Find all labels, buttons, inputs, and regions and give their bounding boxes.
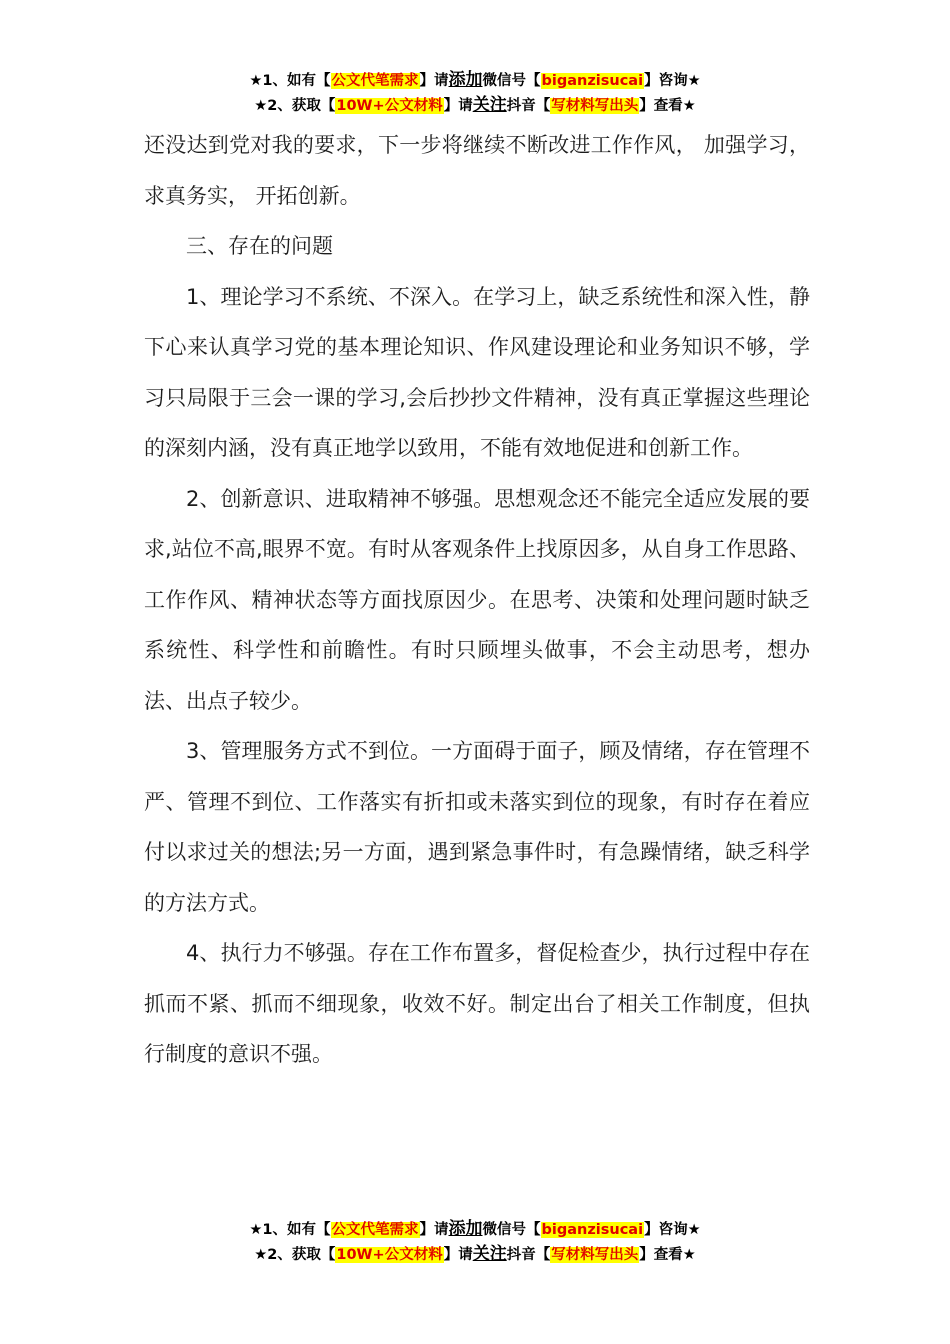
banner-text: 】请 <box>443 1247 473 1263</box>
highlight-service: 公文代笔需求 <box>331 73 419 89</box>
paragraph-issue-2: 2、创新意识、进取精神不够强。思想观念还不能完全适应发展的要求,站位不高,眼界不宽。有时从客观条件上找原因多，从自身工作思路、工作作风、精神状态等方面找原因少。在思考、决策和处理问题时缺乏系统性、科学性和前瞻性。有时只顾埋头做事，不会主动思考，想办法、出点子较少。 <box>144 486 810 713</box>
banner-text: 】咨询★ <box>644 73 701 89</box>
banner-text: 】查看★ <box>639 98 696 114</box>
footer-banner <box>0 1217 950 1267</box>
banner-line-1 <box>0 68 950 93</box>
banner-text: 微信号【 <box>482 1222 541 1238</box>
banner-emphasis: 添加 <box>448 1219 483 1239</box>
banner-line-2 <box>0 93 950 118</box>
banner-text: ★1、如有【 <box>249 1222 331 1238</box>
banner-text: 】请 <box>419 1222 449 1238</box>
banner-line-2 <box>0 1242 950 1267</box>
highlight-wechat-id: biganzisucai <box>541 73 644 89</box>
highlight-wechat-id: biganzisucai <box>541 1222 644 1238</box>
banner-emphasis: 关注 <box>472 95 507 115</box>
banner-text: ★1、如有【 <box>249 73 331 89</box>
paragraph-issue-3: 3、管理服务方式不到位。一方面碍于面子，顾及情绪，存在管理不严、管理不到位、工作落实有折扣或未落实到位的现象，有时存在着应付以求过关的想法;另一方面，遇到紧急事件时，有急躁情绪，缺乏科学的方法方式。 <box>144 739 810 915</box>
section-heading: 三、存在的问题 <box>186 234 333 258</box>
banner-text: 】请 <box>443 98 473 114</box>
paragraph-continuation: 还没达到党对我的要求，下一步将继续不断改进工作作风， 加强学习， 求真务实， 开拓创新。 <box>144 133 810 208</box>
banner-emphasis: 关注 <box>472 1244 507 1264</box>
banner-text: 】咨询★ <box>644 1222 701 1238</box>
highlight-materials: 10W+公文材料 <box>336 1247 443 1263</box>
banner-text: ★2、获取【 <box>254 1247 336 1263</box>
paragraph-issue-4: 4、执行力不够强。存在工作布置多，督促检查少，执行过程中存在抓而不紧、抓而不细现象，收效不好。制定出台了相关工作制度，但执行制度的意识不强。 <box>144 941 810 1066</box>
banner-line-1 <box>0 1217 950 1242</box>
highlight-douyin-account: 写材料写出头 <box>551 1247 639 1263</box>
paragraph-issue-1: 1、理论学习不系统、不深入。在学习上，缺乏系统性和深入性，静下心来认真学习党的基本理论知识、作风建设理论和业务知识不够，学习只局限于三会一课的学习,会后抄抄文件精神，没有真正掌握这些理论的深刻内涵，没有真正地学以致用，不能有效地促进和创新工作。 <box>144 284 810 460</box>
highlight-douyin-account: 写材料写出头 <box>551 98 639 114</box>
banner-text: ★2、获取【 <box>254 98 336 114</box>
highlight-service: 公文代笔需求 <box>331 1222 419 1238</box>
banner-text: 】请 <box>419 73 449 89</box>
banner-text: 】查看★ <box>639 1247 696 1263</box>
highlight-materials: 10W+公文材料 <box>336 98 443 114</box>
header-banner <box>0 68 950 118</box>
document-body <box>144 120 810 1080</box>
banner-text: 微信号【 <box>482 73 541 89</box>
banner-text: 抖音【 <box>506 1247 551 1263</box>
banner-text: 抖音【 <box>506 98 551 114</box>
banner-emphasis: 添加 <box>448 70 483 90</box>
